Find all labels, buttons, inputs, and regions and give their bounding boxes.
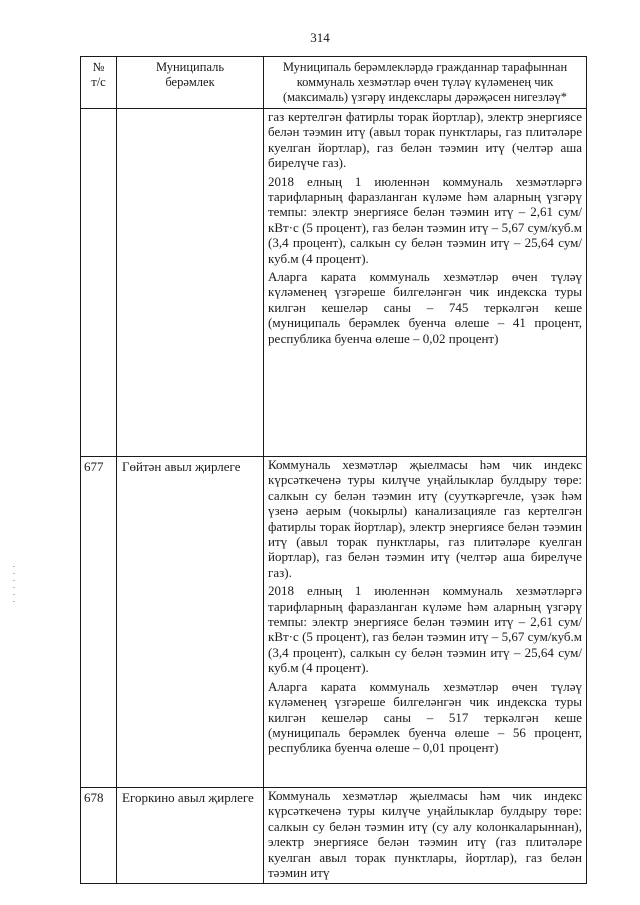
row-paragraph: Коммуналь хезмәтләр җыелмасы һәм чик индекс күрсәткеченә туры килүче уңайлыклар булдыру төре: салкын су белән тәэмин итү (су алу колонкаларыннан), электр энергиясе белән тәэмин итү (газ плитәләре куелган авыл торак пунктлары, йортлар), газ белән тәэмин итү <box>268 788 582 881</box>
table-row <box>81 788 587 884</box>
row-paragraph: газ кертелгән фатирлы торак йортлар), электр энергиясе белән тәэмин итү (авыл торак пунктлары, газ плитәләре куелган йортлар), газ белән тәэмин итү (челтәр аша бирелүче газ). <box>268 109 582 171</box>
header-name: Муниципаль берәмлек <box>117 57 264 109</box>
row-paragraph: 2018 елның 1 июленнән коммуналь хезмәтләргә тарифларның фаразланган күләме һәм аларның үзгәрү темпы: электр энергиясе белән тәэмин итү – 2,61 сум/кВт·с (5 процент), газ белән тәэмин итү – 5,67 сум/куб.м (3,4 процент), салкын су белән тәэмин итү – 25,64 сум/куб.м (4 процент). <box>268 173 582 266</box>
row-name: Гөйтән авыл җирлеге <box>117 457 264 788</box>
row-paragraph: Аларга карата коммуналь хезмәтләр өчен түләү күләменең үзгәреше билгеләнгән чик индекска туры килгән кешеләр саны – 517 теркәлгән кеше (муниципаль берәмлек буенча өлеше – 56 процент, республика буенча өлеше – 0,01 процент) <box>268 678 582 756</box>
page-number: 314 <box>310 30 330 45</box>
tariff-table <box>80 56 587 884</box>
scan-margin-marks <box>10 560 18 720</box>
table-row <box>81 457 587 788</box>
row-desc <box>264 788 587 884</box>
table-row <box>81 109 587 457</box>
row-num <box>81 109 117 457</box>
row-name: Егоркино авыл җирлеге <box>117 788 264 884</box>
row-desc-clip <box>268 788 582 882</box>
row-name <box>117 109 264 457</box>
table-header-row <box>81 57 587 109</box>
row-paragraph: 2018 елның 1 июленнән коммуналь хезмәтләргә тарифларның фаразланган күләме һәм аларның үзгәрү темпы: электр энергиясе белән тәэмин итү – 2,61 сум/кВт·с (5 процент), газ белән тәэмин итү – 5,67 сум/куб.м (3,4 процент), салкын су белән тәэмин итү – 25,64 сум/куб.м (4 процент). <box>268 583 582 676</box>
row-paragraph: Аларга карата коммуналь хезмәтләр өчен түләү күләменең үзгәреше билгеләнгән чик индекска туры килгән кешеләр саны – 745 теркәлгән кеше (муниципаль берәмлек буенча өлеше – 41 процент, республика буенча өлеше – 0,02 процент) <box>268 269 582 346</box>
row-num: 678 <box>81 788 117 884</box>
row-paragraph: Коммуналь хезмәтләр җыелмасы һәм чик индекс күрсәткеченә туры килүче уңайлыклар булдыру төре: салкын су белән тәэмин итү (сууткәргечле, үзәк һәм үзенә аерым (чокырлы) канализацияле газ кертелгән фатирлы торак йортлар), электр энергиясе белән тәэмин итү (авыл торак пунктлары, газ плитәләре куелган йортлар), газ белән тәэмин итү (челтәр аша бирелүче газ). <box>268 457 582 580</box>
row-desc <box>264 109 587 457</box>
header-num: № т/с <box>81 57 117 109</box>
row-desc <box>264 457 587 788</box>
header-desc: Муниципаль берәмлекләрдә гражданнар тарафыннан коммуналь хезмәтләр өчен түләү күләменең чик (максималь) үзгәрү индекслары дәрәҗәсен нигезләү* <box>264 57 587 109</box>
row-num: 677 <box>81 457 117 788</box>
